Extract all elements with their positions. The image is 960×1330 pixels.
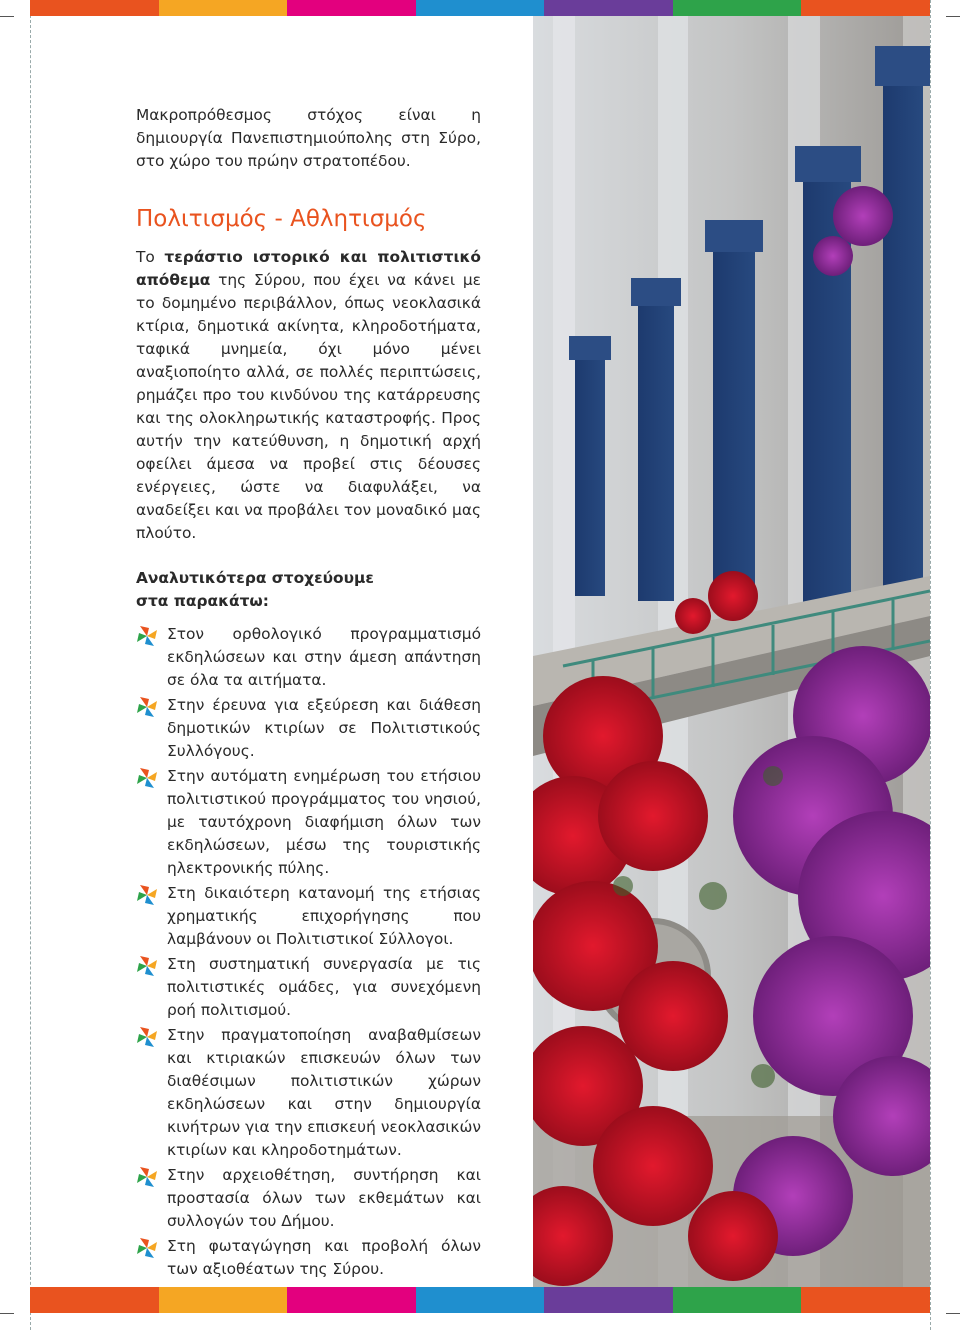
list-item: [136, 882, 481, 951]
band-segment: [801, 1287, 930, 1313]
pinwheel-bullet-icon: [136, 1166, 158, 1188]
crop-mark: [946, 16, 960, 17]
band-segment: [287, 0, 416, 16]
band-segment: [544, 0, 673, 16]
color-band-bottom: [30, 1287, 930, 1313]
pinwheel-bullet-icon: [136, 767, 158, 789]
list-item: [136, 953, 481, 1022]
list-item-text: Στην αρχειοθέτηση, συντήρηση και προστασία όλων των εκθεμάτων και συλλογών του Δήμου.: [167, 1166, 481, 1230]
band-segment: [159, 1287, 288, 1313]
band-segment: [673, 1287, 802, 1313]
list-item-text: Στη φωταγώγηση και προβολή όλων των αξιοθέατων της Σύρου.: [167, 1237, 481, 1278]
list-item: [136, 694, 481, 763]
paragraph-pre: Το: [136, 248, 165, 266]
crop-mark: [946, 1313, 960, 1314]
pinwheel-bullet-icon: [136, 884, 158, 906]
text-column: [136, 104, 481, 1283]
band-segment: [673, 0, 802, 16]
list-item: [136, 623, 481, 692]
body-paragraph: [136, 246, 481, 545]
band-segment: [159, 0, 288, 16]
list-item-text: Στη δικαιότερη κατανομή της ετήσιας χρηματικής επιχορήγησης που λαμβάνουν οι Πολιτιστικοί Σύλλογοι.: [167, 884, 481, 948]
pinwheel-bullet-icon: [136, 1026, 158, 1048]
list-item: [136, 1164, 481, 1233]
list-item-text: Στον ορθολογικό προγραμματισμό εκδηλώσεων και στην άμεση απάντηση σε όλα τα αιτήματα.: [167, 625, 481, 689]
list-item: [136, 765, 481, 880]
crop-mark: [0, 1313, 14, 1314]
pinwheel-bullet-icon: [136, 625, 158, 647]
crop-mark: [0, 16, 14, 17]
list-item-text: Στην πραγματοποίηση αναβαθμίσεων και κτιριακών επισκευών όλων των διαθέσιμων πολιτιστικών χώρων εκδηλώσεων και στην δημιουργία κινήτρων για την επισκευή νεοκλασικών κτιρίων και κληροδοτημάτων.: [167, 1026, 481, 1159]
paragraph-post: της Σύρου, που έχει να κάνει με το δομημένο περιβάλλον, όπως νεοκλασικά κτίρια, δημοτικά ακίνητα, κληροδοτήματα, ταφικά μνημεία, όχι μόνο μένει αναξιοποίητο αλλά, σε πολλές περιπτώσεις, ρημάζει προ του κινδύνου της κατάρρευσης και της ολοκληρωτικής καταστροφής. Προς αυτήν την κατεύθυνση, η δημοτική αρχή οφείλει άμεσα να προβεί στις δέουσες ενέργειες, ώστε να διαφυλάξει, να αναδείξει και να προβάλει τον μοναδικό μας πλούτο.: [136, 271, 481, 542]
pinwheel-bullet-icon: [136, 955, 158, 977]
paragraph-bold: τεράστιο ιστορικό και πολιτιστικό απόθεμα: [136, 248, 481, 289]
band-segment: [416, 0, 545, 16]
cut-line-right: [930, 0, 931, 1330]
list-item-text: Στη συστηματική συνεργασία με τις πολιτιστικές ομάδες, για συνεχόμενη ροή πολιτισμού.: [167, 955, 481, 1019]
intro-paragraph: Μακροπρόθεσμος στόχος είναι η δημιουργία Πανεπιστημιούπολης στη Σύρο, στο χώρο του πρώην στρατοπέδου.: [136, 106, 481, 170]
list-item-text: Στην αυτόματη ενημέρωση του ετήσιου πολιτιστικού προγράμματος του νησιού, με ταυτόχρονη διαφήμιση όλων των εκδηλώσεων, μέσω της τουριστικής ηλεκτρονικής πύλης.: [167, 767, 481, 877]
section-heading: Πολιτισμός - Αθλητισμός: [136, 206, 427, 232]
building-flowers-photo: [533, 16, 930, 1287]
list-item: [136, 1024, 481, 1162]
subheading-line-2: στα παρακάτω:: [136, 592, 269, 610]
goals-subheading: [136, 567, 481, 613]
goals-list: [136, 623, 481, 1281]
color-band-top: [30, 0, 930, 16]
band-segment: [30, 1287, 159, 1313]
pinwheel-bullet-icon: [136, 1237, 158, 1259]
cut-line-left: [30, 0, 31, 1330]
band-segment: [801, 0, 930, 16]
band-segment: [544, 1287, 673, 1313]
band-segment: [287, 1287, 416, 1313]
list-item: [136, 1235, 481, 1281]
band-segment: [30, 0, 159, 16]
subheading-line-1: Αναλυτικότερα στοχεύουμε: [136, 569, 374, 587]
list-item-text: Στην έρευνα για εξεύρεση και διάθεση δημοτικών κτιρίων σε Πολιτιστικούς Συλλόγους.: [167, 696, 481, 760]
band-segment: [416, 1287, 545, 1313]
pinwheel-bullet-icon: [136, 696, 158, 718]
